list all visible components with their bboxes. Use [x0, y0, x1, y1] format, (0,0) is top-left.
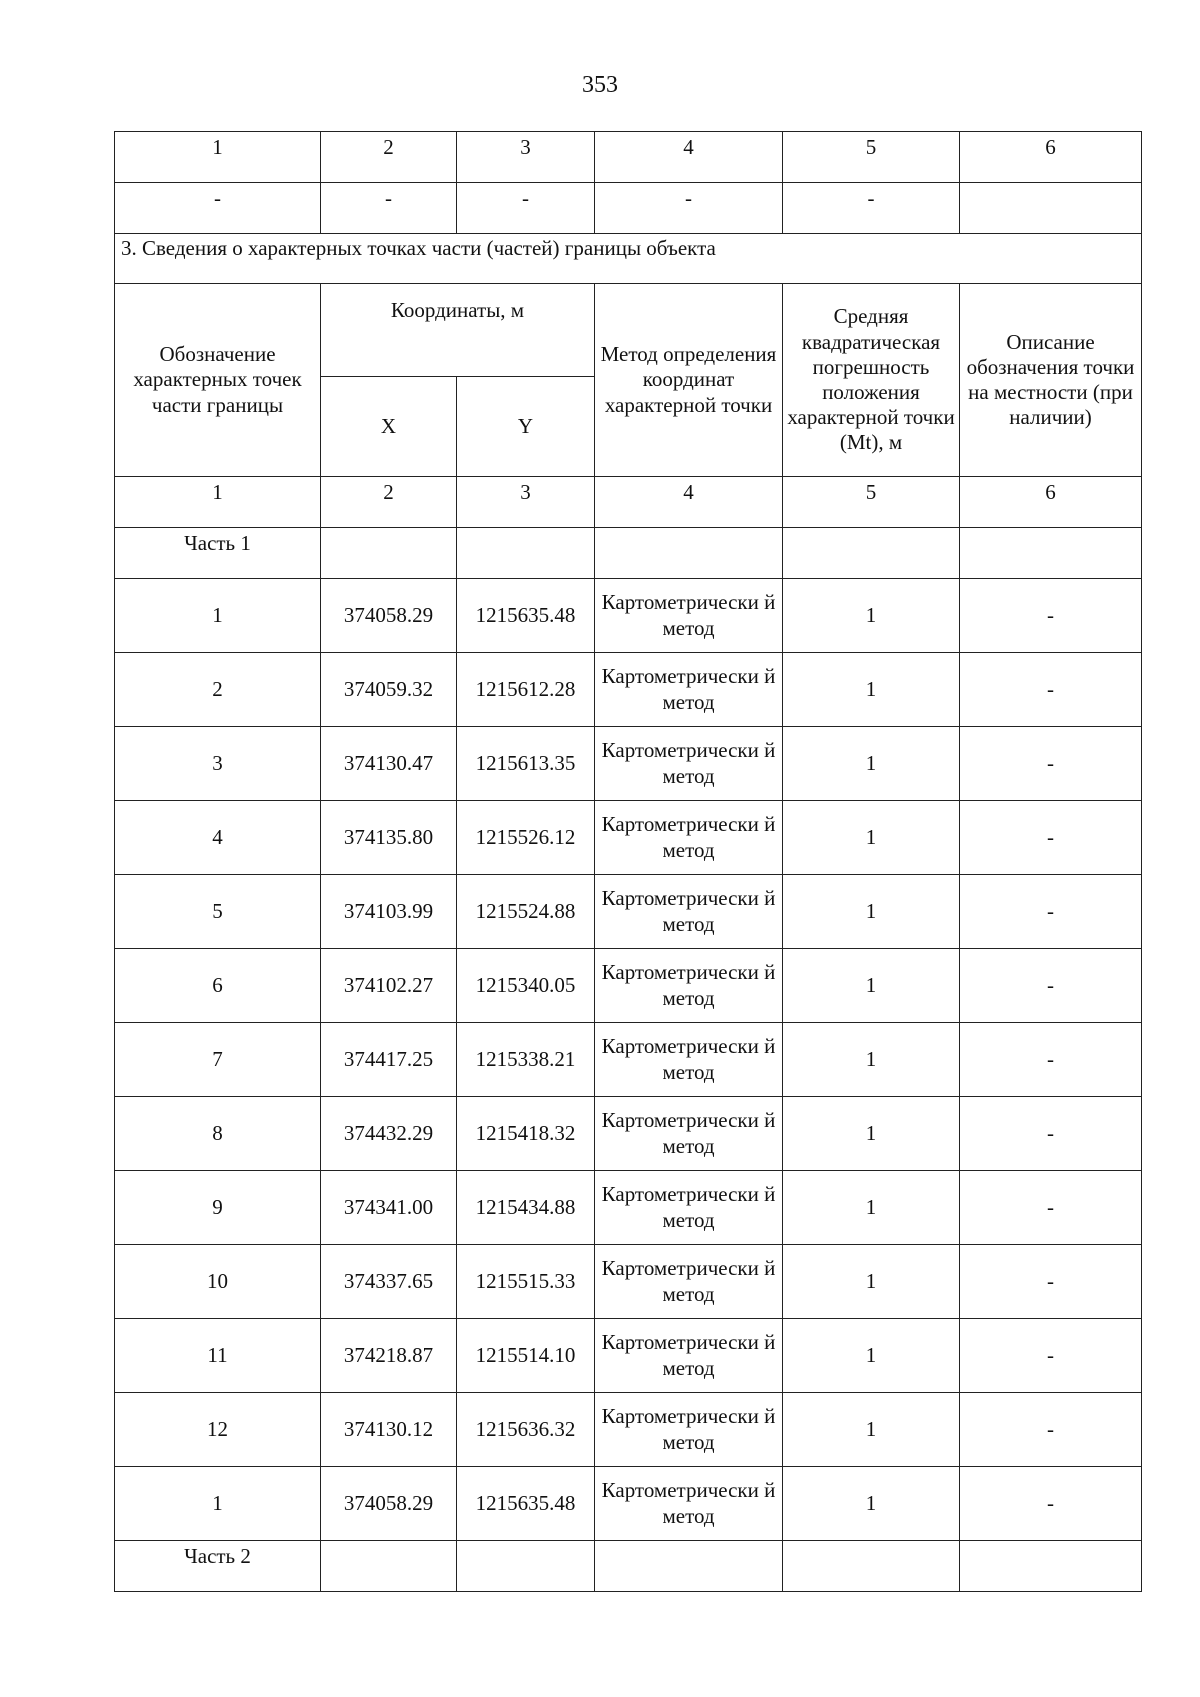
description-cell: - [960, 1097, 1142, 1171]
table-cell: 4 [595, 477, 783, 528]
y-coordinate-cell: 1215612.28 [457, 653, 595, 727]
table-row [115, 1171, 1142, 1245]
table-cell: 5 [783, 132, 960, 183]
point-number-cell: 8 [115, 1097, 321, 1171]
table-row [115, 1393, 1142, 1467]
error-cell: 1 [783, 801, 960, 875]
error-cell: 1 [783, 949, 960, 1023]
y-coordinate-cell: 1215515.33 [457, 1245, 595, 1319]
header-x: X [321, 377, 457, 477]
description-cell: - [960, 875, 1142, 949]
x-coordinate-cell: 374058.29 [321, 1467, 457, 1541]
boundary-points-table [114, 131, 1142, 1592]
description-cell: - [960, 1319, 1142, 1393]
table-row [115, 1097, 1142, 1171]
description-cell: - [960, 653, 1142, 727]
y-coordinate-cell: 1215526.12 [457, 801, 595, 875]
table-cell: 1 [115, 477, 321, 528]
part-2-label: Часть 2 [115, 1541, 321, 1592]
description-cell: - [960, 1393, 1142, 1467]
table-row [115, 1319, 1142, 1393]
point-number-cell: 9 [115, 1171, 321, 1245]
table-cell [960, 183, 1142, 234]
method-cell: Картометрически й метод [595, 579, 783, 653]
header-designation: Обозначение характерных точек части границы [115, 284, 321, 477]
description-cell: - [960, 801, 1142, 875]
header-method: Метод определения координат характерной точки [595, 284, 783, 477]
method-cell: Картометрически й метод [595, 727, 783, 801]
point-number-cell: 5 [115, 875, 321, 949]
method-cell: Картометрически й метод [595, 1023, 783, 1097]
method-cell: Картометрически й метод [595, 1467, 783, 1541]
table-cell: - [595, 183, 783, 234]
y-coordinate-cell: 1215514.10 [457, 1319, 595, 1393]
description-cell: - [960, 1023, 1142, 1097]
table-cell: 4 [595, 132, 783, 183]
section-title: 3. Сведения о характерных точках части (частей) границы объекта [115, 234, 1142, 284]
page-number: 353 [582, 72, 618, 98]
table-cell: 2 [321, 477, 457, 528]
table-row [115, 1023, 1142, 1097]
description-cell: - [960, 579, 1142, 653]
y-coordinate-cell: 1215524.88 [457, 875, 595, 949]
y-coordinate-cell: 1215418.32 [457, 1097, 595, 1171]
description-cell: - [960, 727, 1142, 801]
table-cell [783, 1541, 960, 1592]
column-numbers-row [115, 477, 1142, 528]
top-column-numbers-row [115, 132, 1142, 183]
table-cell: - [457, 183, 595, 234]
error-cell: 1 [783, 1097, 960, 1171]
header-row-1 [115, 284, 1142, 377]
method-cell: Картометрически й метод [595, 1245, 783, 1319]
error-cell: 1 [783, 875, 960, 949]
point-number-cell: 2 [115, 653, 321, 727]
point-number-cell: 12 [115, 1393, 321, 1467]
table-row [115, 727, 1142, 801]
table-cell [321, 528, 457, 579]
header-y: Y [457, 377, 595, 477]
method-cell: Картометрически й метод [595, 653, 783, 727]
table-cell: 3 [457, 132, 595, 183]
description-cell: - [960, 1245, 1142, 1319]
point-number-cell: 11 [115, 1319, 321, 1393]
table-cell: 2 [321, 132, 457, 183]
error-cell: 1 [783, 1319, 960, 1393]
x-coordinate-cell: 374341.00 [321, 1171, 457, 1245]
x-coordinate-cell: 374102.27 [321, 949, 457, 1023]
header-description: Описание обозначения точки на местности (при наличии) [960, 284, 1142, 477]
point-number-cell: 7 [115, 1023, 321, 1097]
table-row [115, 1245, 1142, 1319]
error-cell: 1 [783, 653, 960, 727]
y-coordinate-cell: 1215338.21 [457, 1023, 595, 1097]
point-number-cell: 1 [115, 1467, 321, 1541]
method-cell: Картометрически й метод [595, 1097, 783, 1171]
method-cell: Картометрически й метод [595, 875, 783, 949]
x-coordinate-cell: 374130.47 [321, 727, 457, 801]
table-cell [457, 1541, 595, 1592]
table-cell [457, 528, 595, 579]
error-cell: 1 [783, 1023, 960, 1097]
point-number-cell: 4 [115, 801, 321, 875]
description-cell: - [960, 949, 1142, 1023]
method-cell: Картометрически й метод [595, 1171, 783, 1245]
point-number-cell: 10 [115, 1245, 321, 1319]
y-coordinate-cell: 1215434.88 [457, 1171, 595, 1245]
y-coordinate-cell: 1215635.48 [457, 579, 595, 653]
table-cell [321, 1541, 457, 1592]
description-cell: - [960, 1171, 1142, 1245]
table-cell: 3 [457, 477, 595, 528]
table-row [115, 579, 1142, 653]
table-cell: - [115, 183, 321, 234]
x-coordinate-cell: 374058.29 [321, 579, 457, 653]
x-coordinate-cell: 374059.32 [321, 653, 457, 727]
section-title-row [115, 234, 1142, 284]
table-cell [960, 528, 1142, 579]
table-cell [783, 528, 960, 579]
x-coordinate-cell: 374432.29 [321, 1097, 457, 1171]
y-coordinate-cell: 1215635.48 [457, 1467, 595, 1541]
error-cell: 1 [783, 1245, 960, 1319]
table-cell [960, 1541, 1142, 1592]
header-coordinates: Координаты, м [321, 284, 595, 377]
x-coordinate-cell: 374337.65 [321, 1245, 457, 1319]
table-row [115, 653, 1142, 727]
method-cell: Картометрически й метод [595, 801, 783, 875]
y-coordinate-cell: 1215636.32 [457, 1393, 595, 1467]
table-cell: 6 [960, 132, 1142, 183]
top-dash-row [115, 183, 1142, 234]
error-cell: 1 [783, 1171, 960, 1245]
y-coordinate-cell: 1215340.05 [457, 949, 595, 1023]
part-2-row [115, 1541, 1142, 1592]
table-row [115, 875, 1142, 949]
point-number-cell: 1 [115, 579, 321, 653]
table-cell: 5 [783, 477, 960, 528]
method-cell: Картометрически й метод [595, 949, 783, 1023]
table-cell [595, 1541, 783, 1592]
error-cell: 1 [783, 727, 960, 801]
header-error: Средняя квадратическая погрешность положения характерной точки (Mt), м [783, 284, 960, 477]
table-cell [595, 528, 783, 579]
point-number-cell: 3 [115, 727, 321, 801]
description-cell: - [960, 1467, 1142, 1541]
x-coordinate-cell: 374103.99 [321, 875, 457, 949]
part-1-row [115, 528, 1142, 579]
x-coordinate-cell: 374130.12 [321, 1393, 457, 1467]
x-coordinate-cell: 374218.87 [321, 1319, 457, 1393]
table-cell: - [321, 183, 457, 234]
method-cell: Картометрически й метод [595, 1393, 783, 1467]
y-coordinate-cell: 1215613.35 [457, 727, 595, 801]
table-row [115, 1467, 1142, 1541]
table-row [115, 949, 1142, 1023]
error-cell: 1 [783, 579, 960, 653]
table-cell: - [783, 183, 960, 234]
x-coordinate-cell: 374417.25 [321, 1023, 457, 1097]
table-cell: 6 [960, 477, 1142, 528]
part-1-label: Часть 1 [115, 528, 321, 579]
error-cell: 1 [783, 1467, 960, 1541]
table-cell: 1 [115, 132, 321, 183]
error-cell: 1 [783, 1393, 960, 1467]
method-cell: Картометрически й метод [595, 1319, 783, 1393]
table-row [115, 801, 1142, 875]
x-coordinate-cell: 374135.80 [321, 801, 457, 875]
point-number-cell: 6 [115, 949, 321, 1023]
